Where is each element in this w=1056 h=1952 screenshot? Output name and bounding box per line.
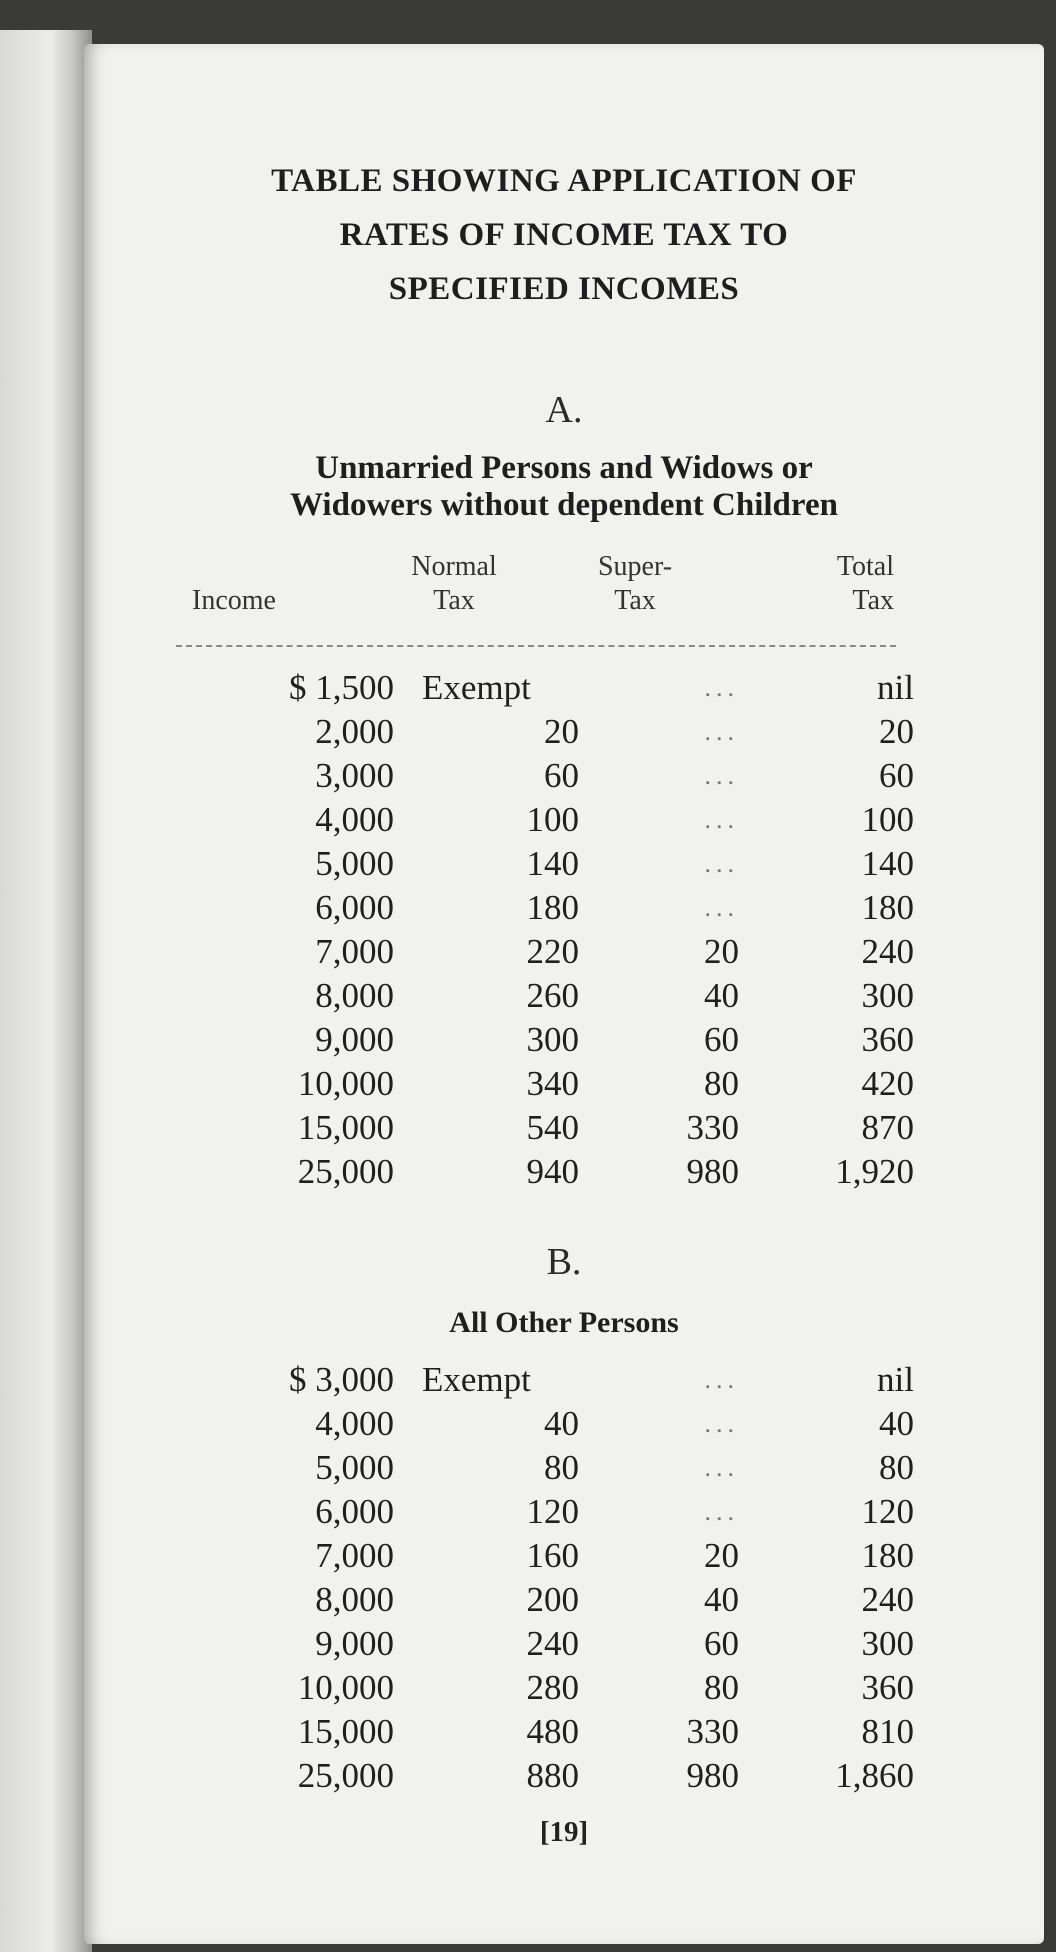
total-tax-cell: nil: [877, 668, 914, 707]
table-row: [194, 798, 914, 842]
total-tax-cell: 100: [861, 800, 914, 839]
income-cell: 5,000: [315, 844, 394, 883]
total-tax-cell: 360: [861, 1020, 914, 1059]
table-row: [194, 1490, 914, 1534]
income-cell: 6,000: [315, 888, 394, 927]
header-normal-line: Normal: [411, 551, 497, 582]
income-cell: 4,000: [315, 1404, 394, 1443]
header-super-line: Tax: [614, 585, 656, 616]
normal-tax-cell: 160: [526, 1536, 579, 1575]
title-line: TABLE SHOWING APPLICATION OF: [271, 163, 857, 199]
total-tax-cell: 80: [879, 1448, 914, 1487]
total-tax-cell: 420: [861, 1064, 914, 1103]
table-row: [194, 886, 914, 930]
table-row: [194, 1018, 914, 1062]
page-title: [84, 154, 1044, 316]
table-row: [194, 1578, 914, 1622]
income-cell: 25,000: [297, 1756, 394, 1795]
book-binding-edge: [0, 30, 92, 1952]
total-tax-cell: 60: [879, 756, 914, 795]
normal-tax-cell: Exempt: [422, 668, 531, 707]
subtitle-line: Unmarried Persons and Widows or: [315, 450, 813, 486]
total-tax-cell: 810: [861, 1712, 914, 1751]
income-cell: 3,000: [315, 756, 394, 795]
subtitle-line: Widowers without dependent Children: [290, 487, 838, 523]
income-cell: 9,000: [315, 1624, 394, 1663]
income-cell: $ 3,000: [289, 1360, 394, 1399]
normal-tax-cell: 540: [526, 1108, 579, 1147]
table-row: [194, 1710, 914, 1754]
table-row: [194, 1622, 914, 1666]
normal-tax-cell: 300: [526, 1020, 579, 1059]
total-tax-cell: 300: [861, 976, 914, 1015]
normal-tax-cell: 100: [526, 800, 579, 839]
table-row: [194, 930, 914, 974]
total-tax-cell: 180: [861, 888, 914, 927]
super-tax-cell: ...: [704, 1453, 739, 1482]
income-cell: 7,000: [315, 1536, 394, 1575]
table-row: [194, 1446, 914, 1490]
header-income: Income: [192, 585, 276, 616]
total-tax-cell: 120: [861, 1492, 914, 1531]
normal-tax-cell: 880: [526, 1756, 579, 1795]
header-divider: [176, 645, 896, 647]
normal-tax-cell: 200: [526, 1580, 579, 1619]
total-tax-cell: 300: [861, 1624, 914, 1663]
table-row: [194, 1534, 914, 1578]
income-cell: 7,000: [315, 932, 394, 971]
super-tax-cell: 20: [704, 1536, 739, 1575]
section-a-letter: A.: [545, 389, 583, 431]
header-total-line: Tax: [852, 585, 894, 616]
header-super-line: Super-: [597, 551, 673, 582]
super-tax-cell: ...: [704, 761, 739, 790]
super-tax-cell: 40: [704, 1580, 739, 1619]
income-cell: 15,000: [297, 1108, 394, 1147]
normal-tax-cell: 20: [544, 712, 579, 751]
table-row: [194, 1402, 914, 1446]
total-tax-cell: 180: [861, 1536, 914, 1575]
title-line: SPECIFIED INCOMES: [388, 271, 740, 307]
table-row: [194, 710, 914, 754]
total-tax-cell: 360: [861, 1668, 914, 1707]
super-tax-cell: ...: [704, 893, 739, 922]
super-tax-cell: 20: [704, 932, 739, 971]
income-cell: 5,000: [315, 1448, 394, 1487]
income-cell: 25,000: [297, 1152, 394, 1191]
page-number: [19]: [539, 1816, 589, 1848]
header-normal-tax: [384, 550, 524, 618]
table-row: [194, 1062, 914, 1106]
super-tax-cell: 80: [704, 1064, 739, 1103]
section-a-table: [194, 666, 914, 1194]
super-tax-cell: ...: [704, 1497, 739, 1526]
super-tax-cell: 980: [686, 1756, 739, 1795]
section-b-letter: B.: [546, 1241, 582, 1283]
normal-tax-cell: 180: [526, 888, 579, 927]
super-tax-cell: ...: [704, 673, 739, 702]
normal-tax-cell: 140: [526, 844, 579, 883]
income-cell: 2,000: [315, 712, 394, 751]
total-tax-cell: 1,860: [835, 1756, 914, 1795]
income-cell: 8,000: [315, 976, 394, 1015]
book-page: [84, 44, 1044, 1944]
super-tax-cell: 40: [704, 976, 739, 1015]
header-normal-line: Tax: [433, 585, 475, 616]
super-tax-cell: 330: [686, 1712, 739, 1751]
total-tax-cell: 20: [879, 712, 914, 751]
super-tax-cell: ...: [704, 805, 739, 834]
table-row: [194, 1754, 914, 1798]
income-cell: 10,000: [297, 1668, 394, 1707]
normal-tax-cell: 340: [526, 1064, 579, 1103]
super-tax-cell: ...: [704, 1365, 739, 1394]
super-tax-cell: 60: [704, 1020, 739, 1059]
income-cell: 4,000: [315, 800, 394, 839]
total-tax-cell: 240: [861, 932, 914, 971]
normal-tax-cell: 940: [526, 1152, 579, 1191]
normal-tax-cell: 120: [526, 1492, 579, 1531]
normal-tax-cell: 40: [544, 1404, 579, 1443]
super-tax-cell: ...: [704, 717, 739, 746]
total-tax-cell: 240: [861, 1580, 914, 1619]
income-cell: $ 1,500: [289, 668, 394, 707]
total-tax-cell: 1,920: [835, 1152, 914, 1191]
section-b-table: [194, 1358, 914, 1798]
income-cell: 8,000: [315, 1580, 394, 1619]
header-total-line: Total: [836, 551, 894, 582]
total-tax-cell: 870: [861, 1108, 914, 1147]
title-line: RATES OF INCOME TAX TO: [339, 217, 789, 253]
table-row: [194, 666, 914, 710]
table-row: [194, 842, 914, 886]
super-tax-cell: ...: [704, 849, 739, 878]
income-cell: 6,000: [315, 1492, 394, 1531]
section-b-subtitle: All Other Persons: [449, 1306, 679, 1339]
table-row: [194, 974, 914, 1018]
table-row: [194, 1106, 914, 1150]
normal-tax-cell: 240: [526, 1624, 579, 1663]
total-tax-cell: 140: [861, 844, 914, 883]
income-cell: 9,000: [315, 1020, 394, 1059]
normal-tax-cell: 80: [544, 1448, 579, 1487]
normal-tax-cell: 60: [544, 756, 579, 795]
section-a-subtitle: [84, 450, 1044, 524]
table-row: [194, 1666, 914, 1710]
super-tax-cell: 980: [686, 1152, 739, 1191]
income-cell: 15,000: [297, 1712, 394, 1751]
income-cell: 10,000: [297, 1064, 394, 1103]
normal-tax-cell: 220: [526, 932, 579, 971]
normal-tax-cell: 280: [526, 1668, 579, 1707]
normal-tax-cell: 480: [526, 1712, 579, 1751]
header-super-tax: [580, 550, 690, 618]
super-tax-cell: ...: [704, 1409, 739, 1438]
table-row: [194, 1150, 914, 1194]
normal-tax-cell: 260: [526, 976, 579, 1015]
total-tax-cell: nil: [877, 1360, 914, 1399]
normal-tax-cell: Exempt: [422, 1360, 531, 1399]
table-row: [194, 754, 914, 798]
super-tax-cell: 330: [686, 1108, 739, 1147]
table-row: [194, 1358, 914, 1402]
header-total-tax: [784, 550, 894, 618]
super-tax-cell: 60: [704, 1624, 739, 1663]
super-tax-cell: 80: [704, 1668, 739, 1707]
total-tax-cell: 40: [879, 1404, 914, 1443]
